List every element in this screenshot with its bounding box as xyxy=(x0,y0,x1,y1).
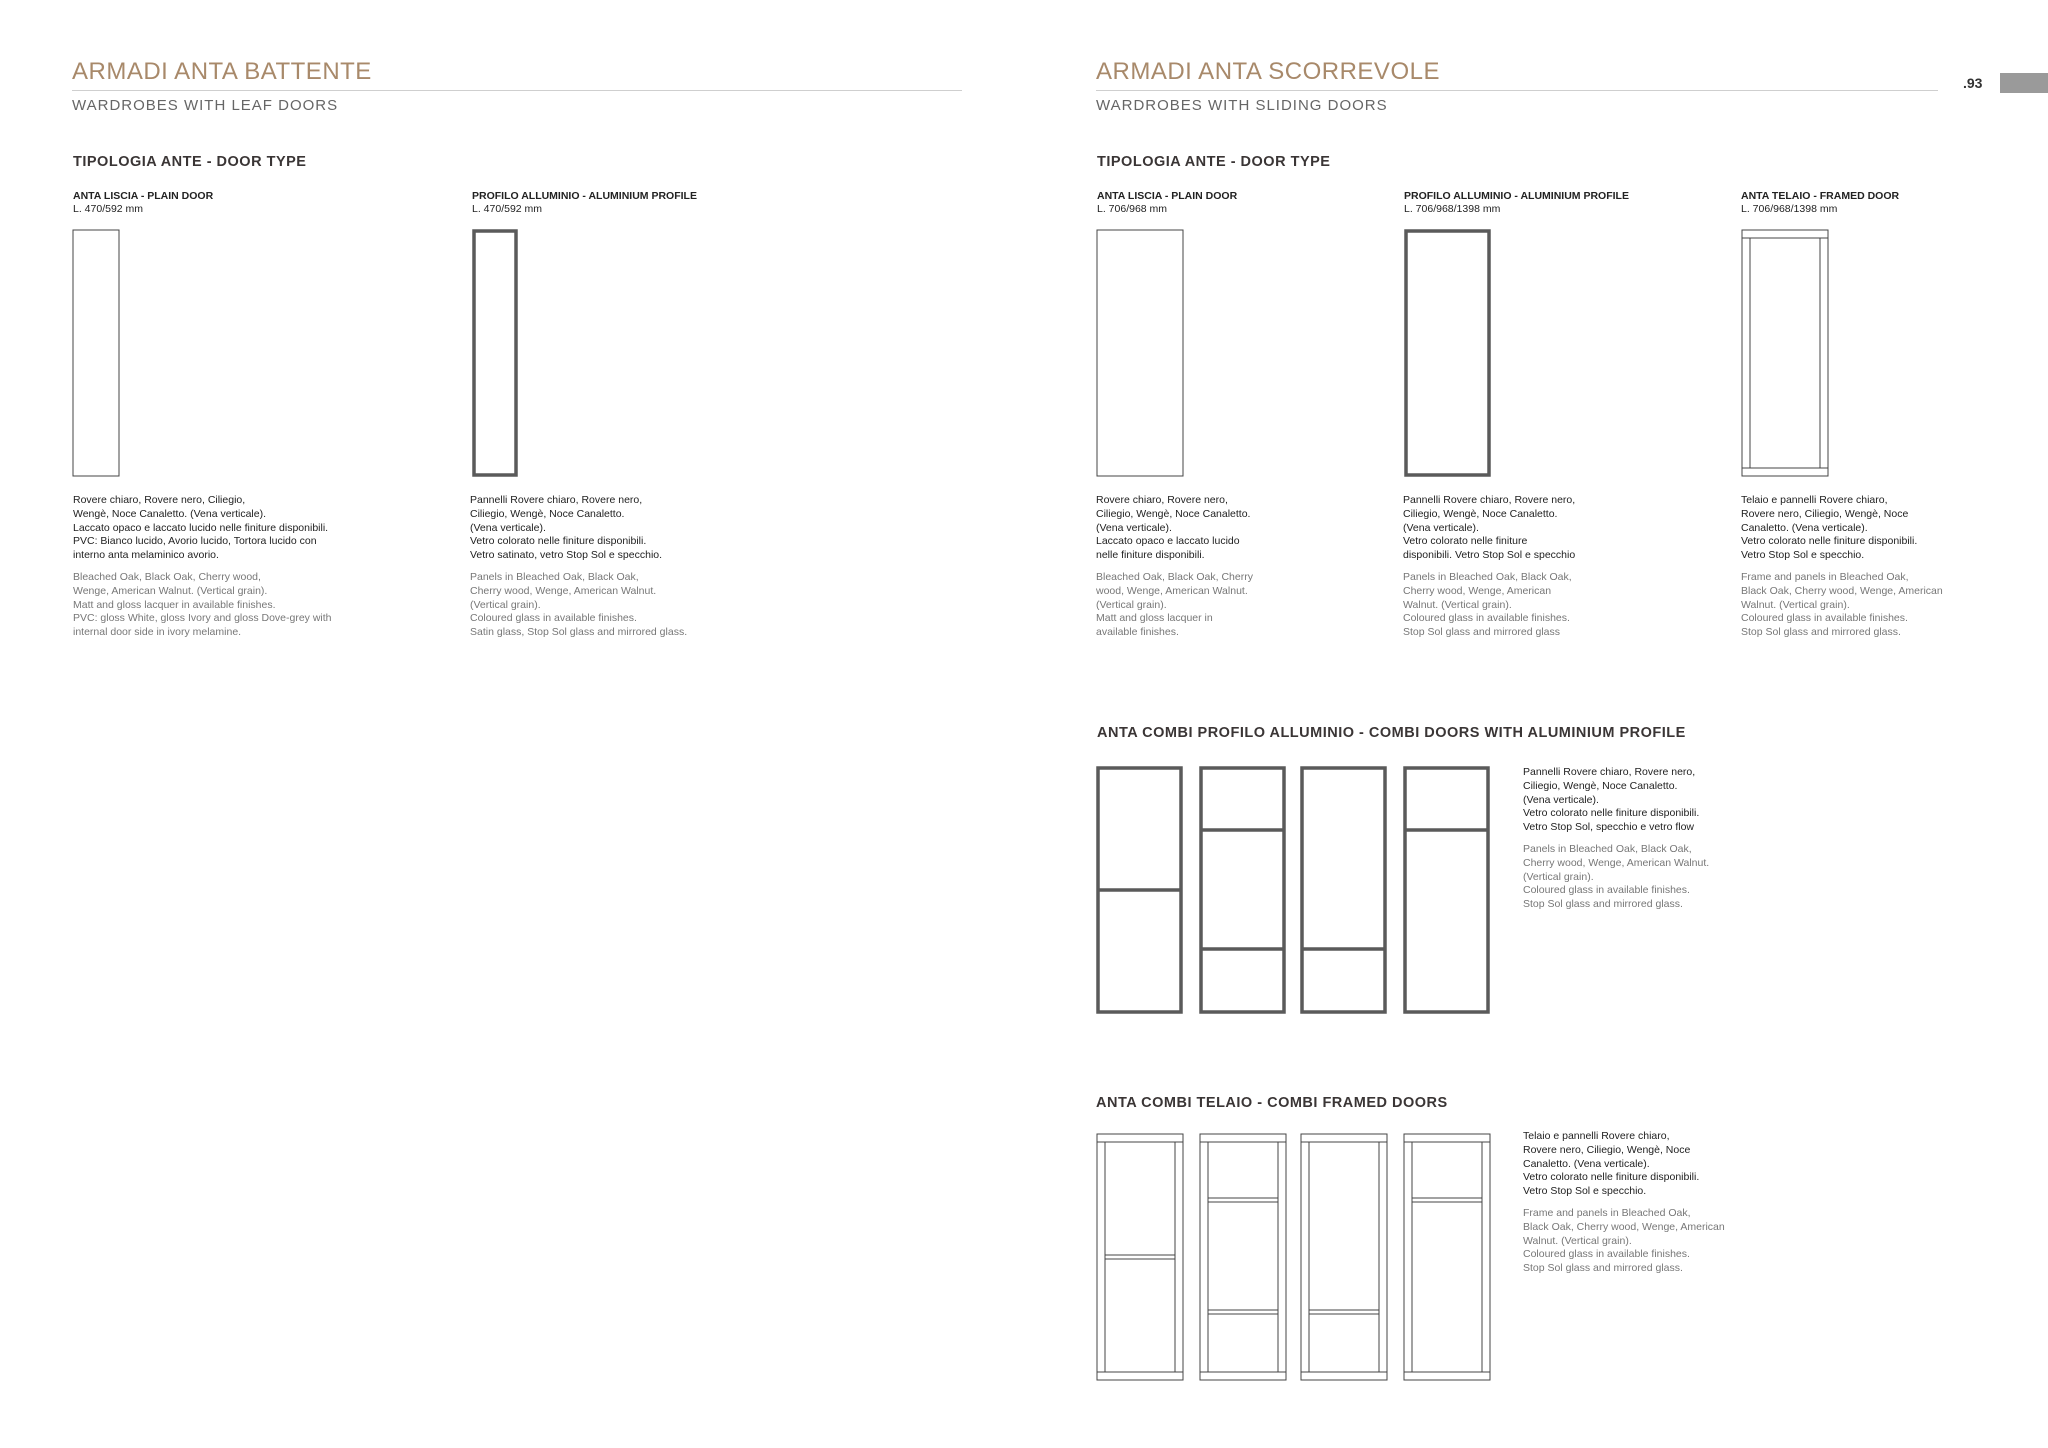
left-profile-door-drawing xyxy=(472,229,522,479)
combi-framed-door-1 xyxy=(1096,1133,1186,1383)
right-door-plain-label: ANTA LISCIA - PLAIN DOOR xyxy=(1097,190,1238,202)
right-framed-door-drawing xyxy=(1741,229,1831,479)
right-door-framed-desc-it: Telaio e pannelli Rovere chiaro, Rovere nero, Ciliegio, Wengè, Noce Canaletto. (Vena verticale). Vetro colorato nelle finiture disponibili. Vetro Stop Sol e specchio. xyxy=(1741,494,1918,562)
page-tab-marker xyxy=(2000,73,2048,93)
right-title-rule xyxy=(1096,90,1938,91)
combi-framed-door-4 xyxy=(1403,1133,1493,1383)
combi-profile-door-2 xyxy=(1199,766,1289,1016)
left-section-heading: TIPOLOGIA ANTE - DOOR TYPE xyxy=(73,154,307,170)
combi-profile-desc-it: Pannelli Rovere chiaro, Rovere nero, Ciliegio, Wengè, Noce Canaletto. (Vena verticale). Vetro colorato nelle finiture disponibili. Vetro Stop Sol, specchio e vetro flow xyxy=(1523,766,1700,834)
combi-profile-desc-en: Panels in Bleached Oak, Black Oak, Cherry wood, Wenge, American Walnut. (Vertical grain). Coloured glass in available finishes. Stop Sol glass and mirrored glass. xyxy=(1523,843,1710,911)
combi-framed-heading: ANTA COMBI TELAIO - COMBI FRAMED DOORS xyxy=(1096,1095,1448,1111)
left-plain-door-drawing xyxy=(72,229,122,479)
combi-framed-door-3 xyxy=(1300,1133,1390,1383)
left-title-rule xyxy=(72,90,962,91)
right-profile-door-drawing xyxy=(1404,229,1494,479)
left-door-plain-desc-en: Bleached Oak, Black Oak, Cherry wood, Wenge, American Walnut. (Vertical grain). Matt and gloss lacquer in available finishes. PVC: gloss White, gloss Ivory and gloss Dove-grey with internal door side in ivory melamine. xyxy=(73,571,332,639)
left-door-plain-size: L. 470/592 mm xyxy=(73,203,144,215)
right-door-plain-size: L. 706/968 mm xyxy=(1097,203,1168,215)
combi-profile-heading: ANTA COMBI PROFILO ALLUMINIO - COMBI DOORS WITH ALUMINIUM PROFILE xyxy=(1097,725,1686,741)
combi-profile-door-1 xyxy=(1096,766,1186,1016)
left-door-profile-desc-it: Pannelli Rovere chiaro, Rovere nero, Ciliegio, Wengè, Noce Canaletto. (Vena verticale). Vetro colorato nelle finiture disponibili. Vetro satinato, vetro Stop Sol e specchio. xyxy=(470,494,663,562)
right-plain-door-drawing xyxy=(1096,229,1186,479)
combi-framed-desc-en: Frame and panels in Bleached Oak, Black Oak, Cherry wood, Wenge, American Walnut. (Vertical grain). Coloured glass in available finishes. Stop Sol glass and mirrored glass. xyxy=(1523,1207,1725,1275)
left-door-plain-desc-it: Rovere chiaro, Rovere nero, Ciliegio, Wengè, Noce Canaletto. (Vena verticale). Laccato opaco e laccato lucido nelle finiture disponibili. PVC: Bianco lucido, Avorio lucido, Tortora lucido con interno anta melaminico avorio. xyxy=(73,494,329,562)
left-door-profile-label: PROFILO ALLUMINIO - ALUMINIUM PROFILE xyxy=(472,190,697,202)
right-door-plain-desc-en: Bleached Oak, Black Oak, Cherry wood, Wenge, American Walnut. (Vertical grain). Matt and gloss lacquer in available finishes. xyxy=(1096,571,1253,639)
left-page-title: ARMADI ANTA BATTENTE xyxy=(72,58,372,85)
page-number: .93 xyxy=(1963,75,1983,91)
right-door-framed-size: L. 706/968/1398 mm xyxy=(1741,203,1838,215)
left-page-subtitle: WARDROBES WITH LEAF DOORS xyxy=(72,97,339,114)
combi-profile-door-3 xyxy=(1300,766,1390,1016)
right-door-plain-desc-it: Rovere chiaro, Rovere nero, Ciliegio, Wengè, Noce Canaletto. (Vena verticale). Laccato opaco e laccato lucido nelle finiture disponibili. xyxy=(1096,494,1251,562)
left-door-plain-label: ANTA LISCIA - PLAIN DOOR xyxy=(73,190,214,202)
right-door-profile-size: L. 706/968/1398 mm xyxy=(1404,203,1501,215)
right-door-framed-label: ANTA TELAIO - FRAMED DOOR xyxy=(1741,190,1900,202)
combi-framed-door-2 xyxy=(1199,1133,1289,1383)
combi-profile-door-4 xyxy=(1403,766,1493,1016)
right-door-profile-label: PROFILO ALLUMINIO - ALUMINIUM PROFILE xyxy=(1404,190,1629,202)
right-page-title: ARMADI ANTA SCORREVOLE xyxy=(1096,58,1440,85)
right-door-framed-desc-en: Frame and panels in Bleached Oak, Black Oak, Cherry wood, Wenge, American Walnut. (Vertical grain). Coloured glass in available finishes. Stop Sol glass and mirrored glass. xyxy=(1741,571,1943,639)
combi-framed-desc-it: Telaio e pannelli Rovere chiaro, Rovere nero, Ciliegio, Wengè, Noce Canaletto. (Vena verticale). Vetro colorato nelle finiture disponibili. Vetro Stop Sol e specchio. xyxy=(1523,1130,1700,1198)
right-section-heading: TIPOLOGIA ANTE - DOOR TYPE xyxy=(1097,154,1331,170)
right-page-subtitle: WARDROBES WITH SLIDING DOORS xyxy=(1096,97,1388,114)
right-door-profile-desc-it: Pannelli Rovere chiaro, Rovere nero, Ciliegio, Wengè, Noce Canaletto. (Vena verticale). Vetro colorato nelle finiture disponibili. Vetro Stop Sol e specchio xyxy=(1403,494,1576,562)
right-door-profile-desc-en: Panels in Bleached Oak, Black Oak, Cherry wood, Wenge, American Walnut. (Vertical grain). Coloured glass in available finishes. Stop Sol glass and mirrored glass xyxy=(1403,571,1572,639)
left-door-profile-desc-en: Panels in Bleached Oak, Black Oak, Cherry wood, Wenge, American Walnut. (Vertical grain). Coloured glass in available finishes. Satin glass, Stop Sol glass and mirrored glass. xyxy=(470,571,688,639)
left-door-profile-size: L. 470/592 mm xyxy=(472,203,543,215)
